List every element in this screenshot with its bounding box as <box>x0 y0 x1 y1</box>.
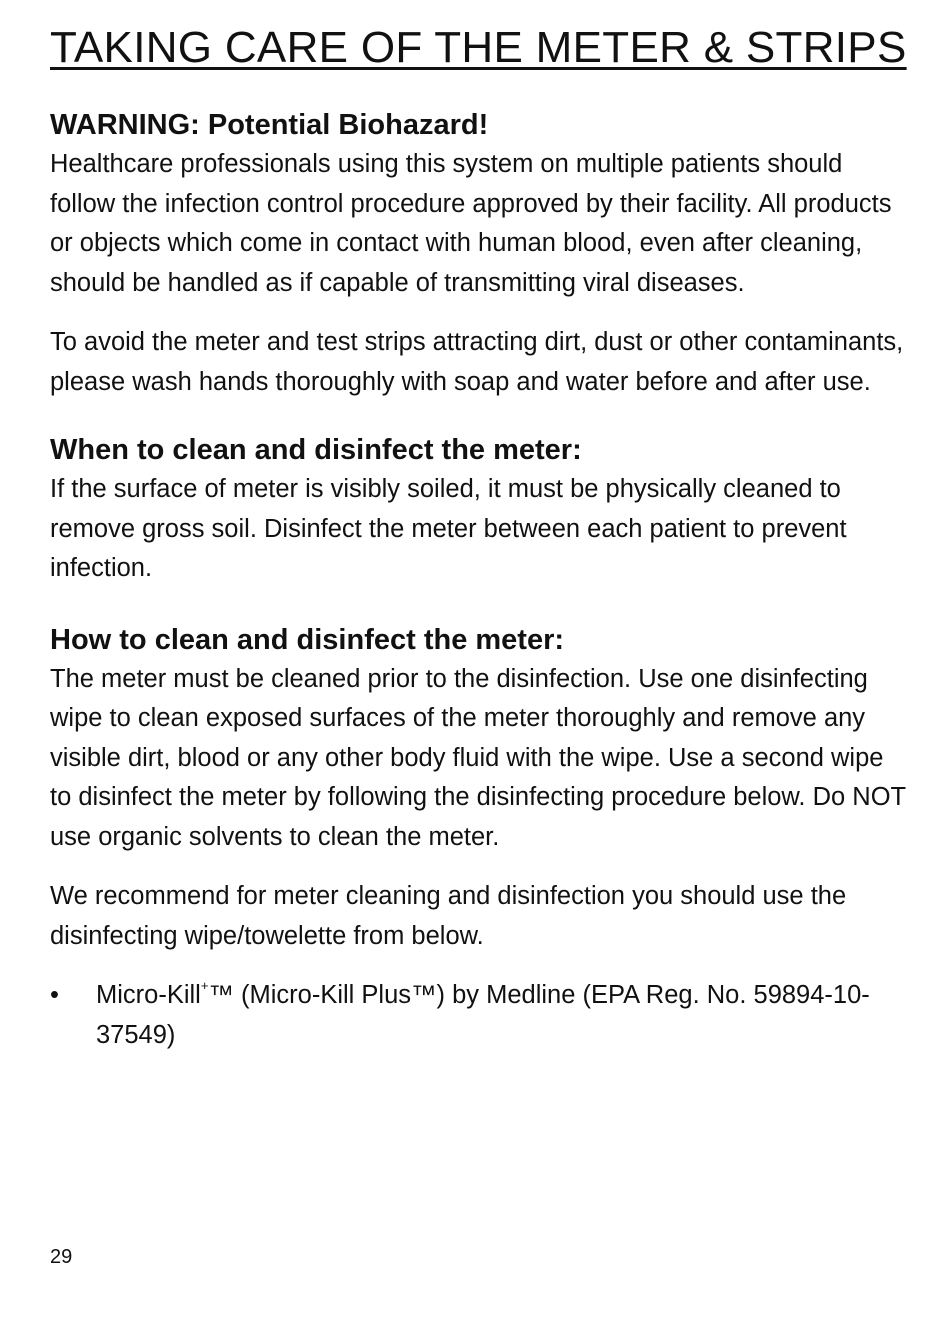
product-superscript: + <box>200 977 209 993</box>
product-details: ™ (Micro-Kill Plus™) by Medline (EPA Reg. No. 59894-10-37549) <box>96 981 870 1049</box>
how-to-clean-paragraph-1: The meter must be cleaned prior to the disinfection. Use one disinfecting wipe to clean exposed surfaces of the meter thoroughly and remove any visible dirt, blood or any other body fluid with the wipe. Use a second wipe to disinfect the meter by following the disinfecting procedure below. Do NOT use organic solvents to clean the meter. <box>50 664 906 851</box>
how-to-clean-paragraph-2: We recommend for meter cleaning and disinfection you should use the disinfecting wipe/towelette from below. <box>50 882 847 950</box>
page-number: 29 <box>50 1246 73 1268</box>
manual-page <box>50 0 910 1055</box>
warning-paragraph-2: To avoid the meter and test strips attracting dirt, dust or other contaminants, please wash hands thoroughly with soap and water before and after use. <box>50 328 904 396</box>
product-name: Micro-Kill <box>96 981 201 1009</box>
page-title: TAKING CARE OF THE METER & STRIPS <box>50 23 907 72</box>
list-item <box>50 976 910 1055</box>
bullet-icon: • <box>50 981 59 1009</box>
warning-heading: WARNING: Potential Biohazard! <box>50 109 489 141</box>
warning-paragraph-1: Healthcare professionals using this system on multiple patients should follow the infection control procedure approved by their facility. All products or objects which come in contact with human blood, even after cleaning, should be handled as if capable of transmitting viral diseases. <box>50 150 892 297</box>
recommended-wipes-list <box>50 976 910 1055</box>
when-to-clean-heading: When to clean and disinfect the meter: <box>50 434 582 466</box>
how-to-clean-heading: How to clean and disinfect the meter: <box>50 623 565 656</box>
when-to-clean-paragraph: If the surface of meter is visibly soiled, it must be physically cleaned to remove gross soil. Disinfect the meter between each patient to prevent infection. <box>50 475 847 582</box>
